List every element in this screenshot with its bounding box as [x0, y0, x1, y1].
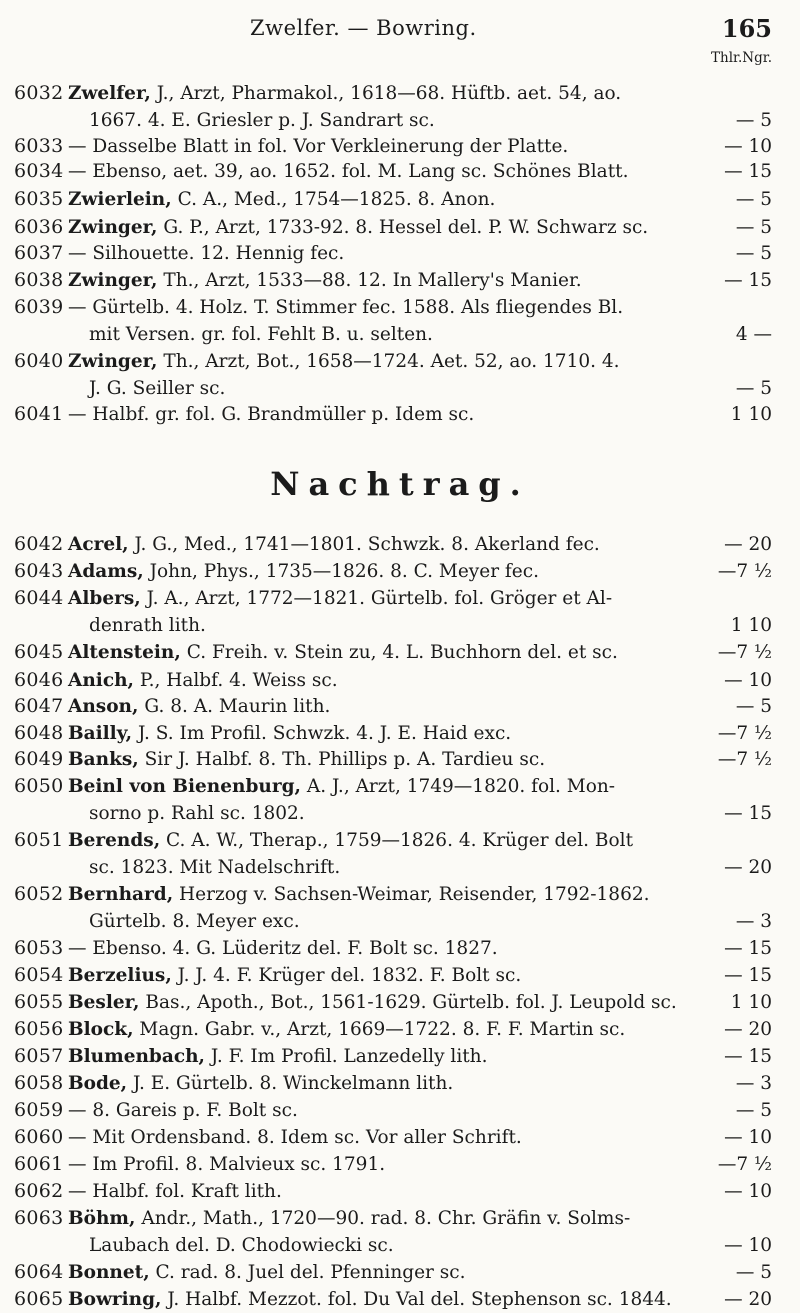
- entry-description: G. 8. A. Maurin lith.: [138, 696, 331, 717]
- entry-price: — 20: [724, 857, 772, 878]
- entry-name: Altenstein,: [68, 642, 181, 663]
- entry-first-line: [68, 720, 511, 747]
- entry-description: J. E. Gürtelb. 8. Winckelmann lith.: [127, 1073, 454, 1094]
- entry-price: 1 10: [730, 992, 772, 1013]
- entry-price: — 5: [735, 696, 772, 717]
- entry-description: J. S. Im Profil. Schwzk. 4. J. E. Haid exc.: [132, 723, 512, 744]
- entry-first-line: [68, 1205, 630, 1232]
- entry-name: Böhm,: [68, 1208, 136, 1229]
- entry-first-line: [68, 667, 338, 694]
- entry-description: C. A. W., Therap., 1759—1826. 4. Krüger del. Bolt: [160, 830, 634, 851]
- entry-number: 6055: [14, 991, 64, 1013]
- entry-name: Zwinger,: [68, 351, 158, 372]
- running-head: [0, 14, 800, 44]
- entry-first-line: [68, 401, 474, 428]
- entry-number: 6063: [14, 1207, 64, 1229]
- entry-price: — 5: [735, 378, 772, 399]
- entry-price: — 20: [724, 1019, 772, 1040]
- entry-continuation: sorno p. Rahl sc. 1802.: [89, 803, 305, 824]
- currency-label: Thlr.Ngr.: [711, 50, 772, 66]
- entry-first-line: [68, 1097, 298, 1124]
- entry-price: — 5: [735, 1100, 772, 1121]
- entry-number: 6046: [14, 669, 64, 691]
- entry-number: 6039: [14, 296, 64, 318]
- entry-first-line: [68, 881, 650, 908]
- entry-first-line: [68, 186, 495, 213]
- entry-first-line: [68, 827, 633, 854]
- entry-name: Beinl von Bienenburg,: [68, 776, 301, 797]
- entry-price: — 5: [735, 110, 772, 131]
- entry-description: Magn. Gabr. v., Arzt, 1669—1722. 8. F. F. Martin sc.: [133, 1019, 626, 1040]
- entry-name: Anich,: [68, 670, 134, 691]
- entry-number: 6041: [14, 403, 64, 425]
- entry-name: Bailly,: [68, 723, 133, 744]
- entry-price: — 10: [724, 670, 772, 691]
- entry-first-line: [68, 1151, 385, 1178]
- entry-description: C. Freih. v. Stein zu, 4. L. Buchhorn del. et sc.: [180, 642, 618, 663]
- entry-number: 6040: [14, 350, 64, 372]
- entry-price: 4 —: [735, 324, 772, 345]
- entry-description: — Gürtelb. 4. Holz. T. Stimmer fec. 1588. Als fliegendes Bl.: [68, 297, 624, 318]
- entry-number: 6034: [14, 160, 64, 182]
- entry-first-line: [68, 1043, 487, 1070]
- entry-first-line: [68, 962, 521, 989]
- entry-name: Bode,: [68, 1073, 128, 1094]
- entry-number: 6052: [14, 883, 64, 905]
- entry-description: J. A., Arzt, 1772—1821. Gürtelb. fol. Gröger et Al-: [140, 588, 613, 609]
- entry-price: — 20: [724, 534, 772, 555]
- entry-first-line: [68, 1070, 453, 1097]
- entry-continuation: denrath lith.: [89, 615, 206, 636]
- entry-first-line: [68, 240, 344, 267]
- entry-price: —7 ½: [717, 723, 772, 744]
- entry-first-line: [68, 585, 612, 612]
- entry-number: 6062: [14, 1180, 64, 1202]
- section-title: Nachtrag.: [270, 465, 530, 503]
- entry-number: 6047: [14, 695, 64, 717]
- entry-number: 6060: [14, 1126, 64, 1148]
- entry-description: — Ebenso, aet. 39, ao. 1652. fol. M. Lang sc. Schönes Blatt.: [68, 161, 629, 182]
- entry-number: 6064: [14, 1261, 64, 1283]
- entry-description: — Ebenso. 4. G. Lüderitz del. F. Bolt sc. 1827.: [68, 938, 498, 959]
- entry-description: J. G., Med., 1741—1801. Schwzk. 8. Akerland fec.: [128, 534, 600, 555]
- entry-number: 6057: [14, 1045, 64, 1067]
- entry-description: J. Halbf. Mezzot. fol. Du Val del. Stephenson sc. 1844.: [161, 1289, 672, 1310]
- entry-description: — Dasselbe Blatt in fol. Vor Verkleinerung der Platte.: [68, 136, 569, 157]
- entry-price: 1 10: [730, 615, 772, 636]
- entry-description: — Im Profil. 8. Malvieux sc. 1791.: [68, 1154, 386, 1175]
- entry-price: —7 ½: [717, 749, 772, 770]
- entry-first-line: [68, 1259, 466, 1286]
- entry-continuation: sc. 1823. Mit Nadelschrift.: [89, 857, 341, 878]
- entry-description: A. J., Arzt, 1749—1820. fol. Mon-: [300, 776, 616, 797]
- entry-price: 1 10: [730, 404, 772, 425]
- entry-price: —7 ½: [717, 642, 772, 663]
- entry-description: — Halbf. fol. Kraft lith.: [68, 1181, 282, 1202]
- entry-description: P., Halbf. 4. Weiss sc.: [134, 670, 338, 691]
- entry-description: J., Arzt, Pharmakol., 1618—68. Hüftb. aet. 54, ao.: [150, 83, 622, 104]
- entry-description: Andr., Math., 1720—90. rad. 8. Chr. Gräfin v. Solms-: [135, 1208, 631, 1229]
- entry-description: — Silhouette. 12. Hennig fec.: [68, 243, 345, 264]
- running-title: Zwelfer. — Bowring.: [250, 16, 477, 40]
- entry-description: — Halbf. gr. fol. G. Brandmüller p. Idem sc.: [68, 404, 475, 425]
- entry-number: 6036: [14, 216, 64, 238]
- entry-number: 6056: [14, 1018, 64, 1040]
- entry-first-line: [68, 133, 568, 160]
- entry-description: John, Phys., 1735—1826. 8. C. Meyer fec.: [143, 561, 539, 582]
- entry-name: Berends,: [68, 830, 161, 851]
- entry-first-line: [68, 214, 648, 241]
- entry-description: J. F. Im Profil. Lanzedelly lith.: [205, 1046, 488, 1067]
- entry-number: 6037: [14, 242, 64, 264]
- entry-price: — 5: [735, 1262, 772, 1283]
- entry-description: Herzog v. Sachsen-Weimar, Reisender, 1792-1862.: [173, 884, 650, 905]
- entry-price: — 5: [735, 243, 772, 264]
- entry-name: Adams,: [68, 561, 144, 582]
- entry-first-line: [68, 558, 539, 585]
- entry-first-line: [68, 1286, 672, 1313]
- entry-name: Zwinger,: [68, 217, 158, 238]
- entry-price: — 10: [724, 136, 772, 157]
- entry-name: Besler,: [68, 992, 140, 1013]
- entry-price: — 15: [724, 161, 772, 182]
- entry-first-line: [68, 639, 618, 666]
- entry-price: — 15: [724, 965, 772, 986]
- entry-first-line: [68, 348, 620, 375]
- entry-description: Sir J. Halbf. 8. Th. Phillips p. A. Tardieu sc.: [138, 749, 546, 770]
- entry-price: — 5: [735, 189, 772, 210]
- entry-price: — 15: [724, 803, 772, 824]
- entry-description: Bas., Apoth., Bot., 1561-1629. Gürtelb. fol. J. Leupold sc.: [139, 992, 677, 1013]
- entry-description: G. P., Arzt, 1733-92. 8. Hessel del. P. W. Schwarz sc.: [157, 217, 649, 238]
- entry-name: Zwierlein,: [68, 189, 172, 210]
- entry-description: — Mit Ordensband. 8. Idem sc. Vor aller Schrift.: [68, 1127, 522, 1148]
- entry-price: — 3: [735, 1073, 772, 1094]
- entry-price: — 10: [724, 1181, 772, 1202]
- entry-number: 6035: [14, 188, 64, 210]
- entry-first-line: [68, 80, 621, 107]
- entry-number: 6049: [14, 748, 64, 770]
- entry-first-line: [68, 1124, 522, 1151]
- entry-first-line: [68, 1178, 282, 1205]
- entry-number: 6061: [14, 1153, 64, 1175]
- entry-description: Th., Arzt, 1533—88. 12. In Mallery's Manier.: [157, 270, 582, 291]
- entry-first-line: [68, 935, 498, 962]
- entry-description: J. J. 4. F. Krüger del. 1832. F. Bolt sc.: [171, 965, 522, 986]
- page-number: 165: [721, 14, 772, 43]
- entry-name: Zwinger,: [68, 270, 158, 291]
- entry-name: Block,: [68, 1019, 134, 1040]
- entry-first-line: [68, 693, 330, 720]
- entry-number: 6054: [14, 964, 64, 986]
- entry-name: Banks,: [68, 749, 139, 770]
- entry-number: 6053: [14, 937, 64, 959]
- entry-name: Bernhard,: [68, 884, 174, 905]
- entry-price: — 10: [724, 1235, 772, 1256]
- entry-number: 6043: [14, 560, 64, 582]
- entry-name: Blumenbach,: [68, 1046, 205, 1067]
- entry-first-line: [68, 773, 615, 800]
- entry-number: 6065: [14, 1288, 64, 1310]
- entry-number: 6045: [14, 641, 64, 663]
- entry-price: — 5: [735, 217, 772, 238]
- entry-number: 6051: [14, 829, 64, 851]
- entry-number: 6048: [14, 722, 64, 744]
- entry-first-line: [68, 1016, 625, 1043]
- entry-name: Bonnet,: [68, 1262, 150, 1283]
- entry-first-line: [68, 531, 600, 558]
- entry-number: 6058: [14, 1072, 64, 1094]
- entry-continuation: J. G. Seiller sc.: [89, 378, 226, 399]
- entry-name: Zwelfer,: [68, 83, 151, 104]
- entry-name: Acrel,: [68, 534, 129, 555]
- entry-description: C. A., Med., 1754—1825. 8. Anon.: [171, 189, 496, 210]
- entry-price: —7 ½: [717, 1154, 772, 1175]
- entry-name: Albers,: [68, 588, 141, 609]
- entry-price: —7 ½: [717, 561, 772, 582]
- entry-continuation: Laubach del. D. Chodowiecki sc.: [89, 1235, 394, 1256]
- entry-price: — 15: [724, 1046, 772, 1067]
- entry-description: — 8. Gareis p. F. Bolt sc.: [68, 1100, 298, 1121]
- entry-first-line: [68, 294, 623, 321]
- entry-price: — 15: [724, 270, 772, 291]
- entry-first-line: [68, 158, 628, 185]
- entry-first-line: [68, 267, 582, 294]
- entry-price: — 10: [724, 1127, 772, 1148]
- entry-number: 6059: [14, 1099, 64, 1121]
- entry-number: 6032: [14, 82, 64, 104]
- entry-first-line: [68, 746, 545, 773]
- entry-description: Th., Arzt, Bot., 1658—1724. Aet. 52, ao. 1710. 4.: [157, 351, 620, 372]
- entry-first-line: [68, 989, 677, 1016]
- entry-number: 6038: [14, 269, 64, 291]
- entry-continuation: 1667. 4. E. Griesler p. J. Sandrart sc.: [89, 110, 435, 131]
- entry-continuation: mit Versen. gr. fol. Fehlt B. u. selten.: [89, 324, 433, 345]
- entry-name: Anson,: [68, 696, 139, 717]
- entry-continuation: Gürtelb. 8. Meyer exc.: [89, 911, 300, 932]
- entry-name: Berzelius,: [68, 965, 172, 986]
- entry-price: — 15: [724, 938, 772, 959]
- entry-number: 6044: [14, 587, 64, 609]
- entry-name: Bowring,: [68, 1289, 162, 1310]
- entry-number: 6050: [14, 775, 64, 797]
- entry-price: — 3: [735, 911, 772, 932]
- entry-description: C. rad. 8. Juel del. Pfenninger sc.: [149, 1262, 466, 1283]
- entry-number: 6042: [14, 533, 64, 555]
- entry-price: — 20: [724, 1289, 772, 1310]
- entry-number: 6033: [14, 135, 64, 157]
